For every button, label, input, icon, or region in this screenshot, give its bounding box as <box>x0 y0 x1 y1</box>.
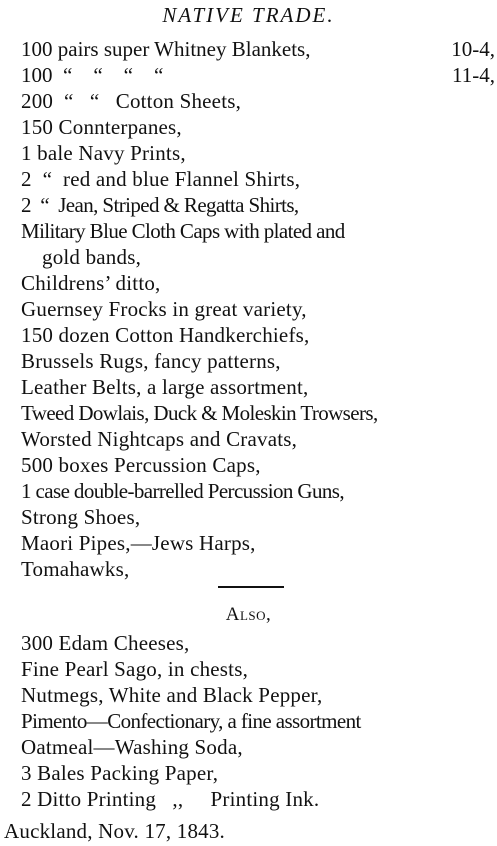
item-line-4: 150 Connterpanes, <box>21 115 182 139</box>
item-line-5: 1 bale Navy Prints, <box>21 141 186 165</box>
item-line-19: Strong Shoes, <box>21 505 141 529</box>
item-line-14: Leather Belts, a large assortment, <box>21 375 309 399</box>
also-item-line-7: 2 Ditto Printing ,, Printing Ink. <box>21 787 320 811</box>
item-line-3: 200 “ “ Cotton Sheets, <box>21 89 242 113</box>
item-line-2-size: 11-4, <box>452 63 495 87</box>
item-line-9: gold bands, <box>42 245 142 269</box>
also-item-line-5: Oatmeal—Washing Soda, <box>21 735 243 759</box>
also-item-line-2: Fine Pearl Sago, in chests, <box>21 657 249 681</box>
item-line-10: Childrens’ ditto, <box>21 271 161 295</box>
item-line-16: Worsted Nightcaps and Cravats, <box>21 427 298 451</box>
item-line-6: 2 “ red and blue Flannel Shirts, <box>21 167 301 191</box>
item-line-21: Tomahawks, <box>21 557 130 581</box>
item-line-7: 2 “ Jean, Striped & Regatta Shirts, <box>21 193 299 217</box>
heading-native-trade: NATIVE TRADE. <box>162 3 335 27</box>
also-item-line-1: 300 Edam Cheeses, <box>21 631 190 655</box>
also-item-line-3: Nutmegs, White and Black Pepper, <box>21 683 323 707</box>
also-heading: Also, <box>225 604 272 625</box>
also-item-line-4: Pimento—Confectionary, a fine assortment <box>21 709 361 733</box>
section-divider <box>218 586 284 588</box>
item-line-1-text: 100 pairs super Whitney Blankets, <box>21 37 311 61</box>
footer-place-date: Auckland, Nov. 17, 1843. <box>4 819 225 843</box>
item-line-1-size: 10-4, <box>451 37 495 61</box>
item-line-11: Guernsey Frocks in great variety, <box>21 297 307 321</box>
item-line-2-text: 100 “ “ “ “ <box>21 63 164 87</box>
also-item-line-6: 3 Bales Packing Paper, <box>21 761 219 785</box>
item-line-18: 1 case double-barrelled Percussion Guns, <box>21 479 344 503</box>
item-line-15: Tweed Dowlais, Duck & Moleskin Trowsers, <box>21 401 378 425</box>
item-line-8: Military Blue Cloth Caps with plated and <box>21 219 345 243</box>
item-line-2 <box>21 62 495 88</box>
item-line-20: Maori Pipes,—Jews Harps, <box>21 531 256 555</box>
item-line-12: 150 dozen Cotton Handkerchiefs, <box>21 323 310 347</box>
item-line-13: Brussels Rugs, fancy patterns, <box>21 349 281 373</box>
item-line-1 <box>21 36 495 62</box>
item-line-17: 500 boxes Percussion Caps, <box>21 453 261 477</box>
